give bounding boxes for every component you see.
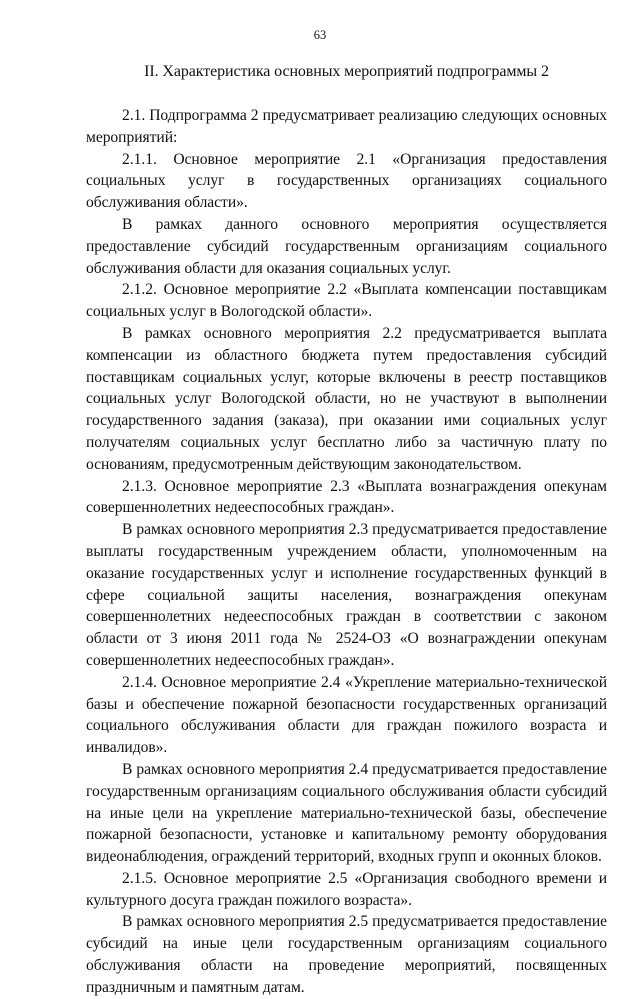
page-number: 63 (313, 28, 327, 42)
paragraph-2-1-5: 2.1.5. Основное мероприятие 2.5 «Организация свободного времени и культурного досуга граждан пожилого возраста». (86, 869, 607, 909)
section-title: II. Характеристика основных мероприятий подпрограммы 2 (144, 63, 549, 80)
paragraph-2-1-4: 2.1.4. Основное мероприятие 2.4 «Укрепление материально-технической базы и обеспечение пожарной безопасности государственных организаций социального обслуживания области для граждан пожилого возраста и инвалидов». (86, 673, 607, 757)
paragraph-2-1-1-description: В рамках данного основного мероприятия осуществляется предоставление субсидий государственным организациям социального обслуживания области для оказания социальных услуг. (86, 215, 607, 277)
paragraph-2-1-3-description: В рамках основного мероприятия 2.3 предусматривается предоставление выплаты государственным учреждением области, уполномоченным на оказание государственных услуг и исполнение государственных функций в сфере социальной защиты населения, вознаграждения опекунам совершеннолетних недееспособных граждан в соответствии с законом области от 3 июня 2011 года № 2524-ОЗ «О вознаграждении опекунам совершеннолетних недееспособных граждан». (86, 521, 607, 669)
paragraph-2-1-3: 2.1.3. Основное мероприятие 2.3 «Выплата вознаграждения опекунам совершеннолетних недееспособных граждан». (86, 477, 607, 517)
paragraph-2-1-4-description: В рамках основного мероприятия 2.4 предусматривается предоставление государственным организациям социального обслуживания области субсидий на иные цели на укрепление материально-технической базы, обеспечение пожарной безопасности, установке и капитальному ремонту оборудования видеонаблюдения, ограждений территорий, входных групп и оконных блоков. (86, 760, 607, 866)
paragraph-2-1-1: 2.1.1. Основное мероприятие 2.1 «Организация предоставления социальных услуг в государственных организациях социального обслуживания области». (86, 150, 607, 212)
paragraph-2-1-2-description: В рамках основного мероприятия 2.2 предусматривается выплата компенсации из областного бюджета путем предоставления субсидий поставщикам социальных услуг, которые включены в реестр поставщиков социальных услуг Вологодской области, но не участвуют в выполнении государственного задания (заказа), при оказании ими социальных услуг получателям социальных услуг бесплатно либо за частичную плату по основаниям, предусмотренным действующим законодательством. (86, 324, 607, 473)
paragraph-2-1: 2.1. Подпрограмма 2 предусматривает реализацию следующих основных мероприятий: (86, 107, 607, 146)
paragraph-2-1-2: 2.1.2. Основное мероприятие 2.2 «Выплата компенсации поставщикам социальных услуг в Вологодской области». (86, 281, 607, 321)
document-body (86, 105, 607, 999)
paragraph-2-1-5-description: В рамках основного мероприятия 2.5 предусматривается предоставление субсидий на иные цели государственным организациям социального обслуживания области на проведение мероприятий, посвященных праздничным и памятным датам. (86, 913, 607, 996)
